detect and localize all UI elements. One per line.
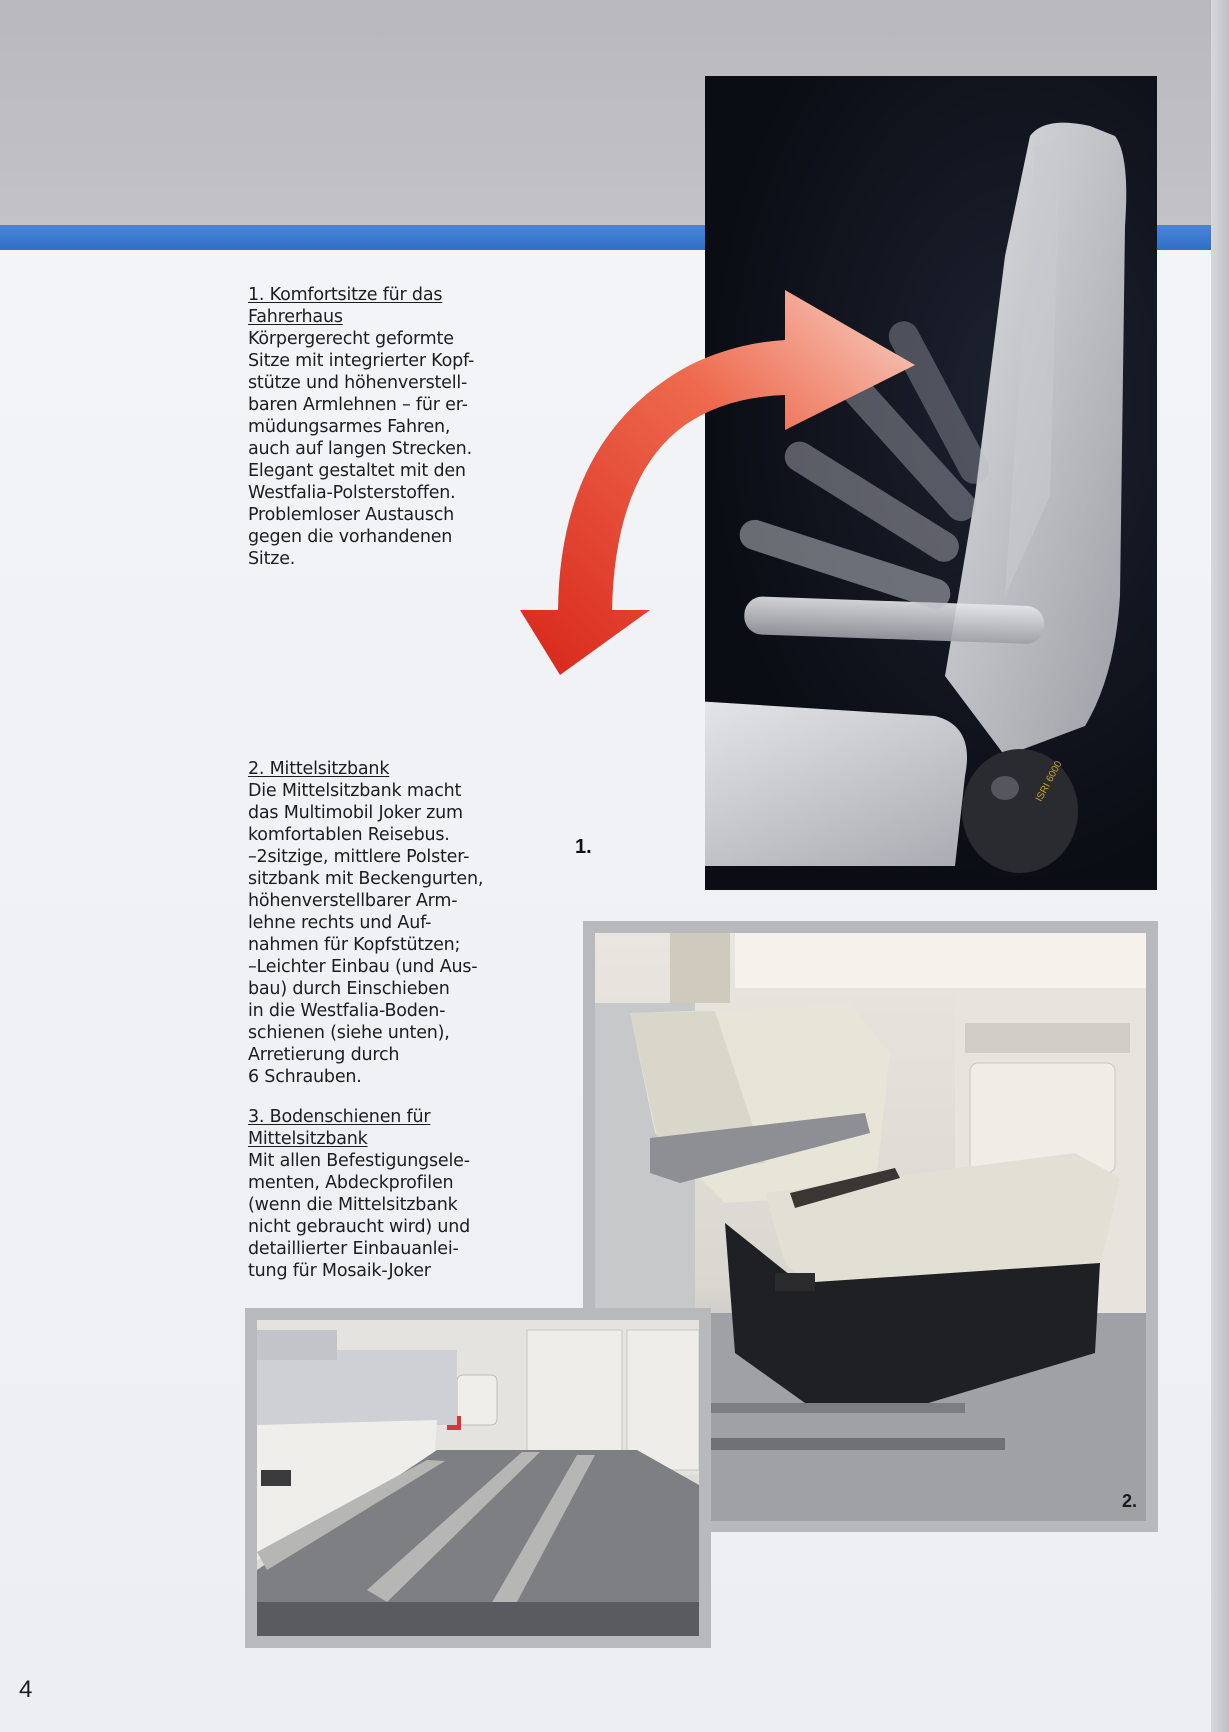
section-body: Mit allen Befestigungsele- menten, Abdeckprofilen (wenn die Mittelsitzbank nicht gebraucht wird) und detaillierter Einbauanlei- tung für Mosaik-Joker: [248, 1151, 471, 1281]
rails-illustration: [257, 1320, 699, 1636]
bullet-item: –Leichter Einbau (und Aus- bau) durch Einschieben in die Westfalia-Boden- schienen (siehe unten), Arretierung durch 6 Schrauben.: [248, 957, 478, 1087]
section-heading: 3. Bodenschienen für Mittelsitzbank: [248, 1107, 431, 1149]
rails-photo: [257, 1320, 699, 1636]
photo2-label: 2.: [1122, 1491, 1138, 1511]
section-komfortsitze: [248, 284, 498, 570]
section-heading: 2. Mittelsitzbank: [248, 759, 390, 779]
section-mittelsitzbank: [248, 758, 498, 1088]
seat-badge: ISRI 6000: [1033, 759, 1065, 804]
adjustment-arrow-icon: [520, 285, 920, 695]
section-bodenschienen: [248, 1106, 498, 1282]
bullet-item: –2sitzige, mittlere Polster- sitzbank mit Beckengurten, höhenverstellbarer Arm- lehne rechts und Auf- nahmen für Kopfstützen;: [248, 847, 484, 955]
section-body: Körpergerecht geformte Sitze mit integrierter Kopf- stütze und höhenverstell- baren Armlehnen – für er- müdungsarmes Fahren, auch auf langen Strecken. Elegant gestaltet mit den Westfalia-Polsterstoffen. Problemloser Austausch gegen die vorhandenen Sitze.: [248, 329, 475, 569]
page-edge: [1211, 0, 1229, 1732]
section-body: Die Mittelsitzbank macht das Multimobil Joker zum komfortablen Reisebus.: [248, 781, 463, 845]
photo1-label: 1.: [575, 836, 592, 858]
section-heading: 1. Komfortsitze für das Fahrerhaus: [248, 285, 443, 327]
page-number: 4: [19, 1676, 33, 1703]
